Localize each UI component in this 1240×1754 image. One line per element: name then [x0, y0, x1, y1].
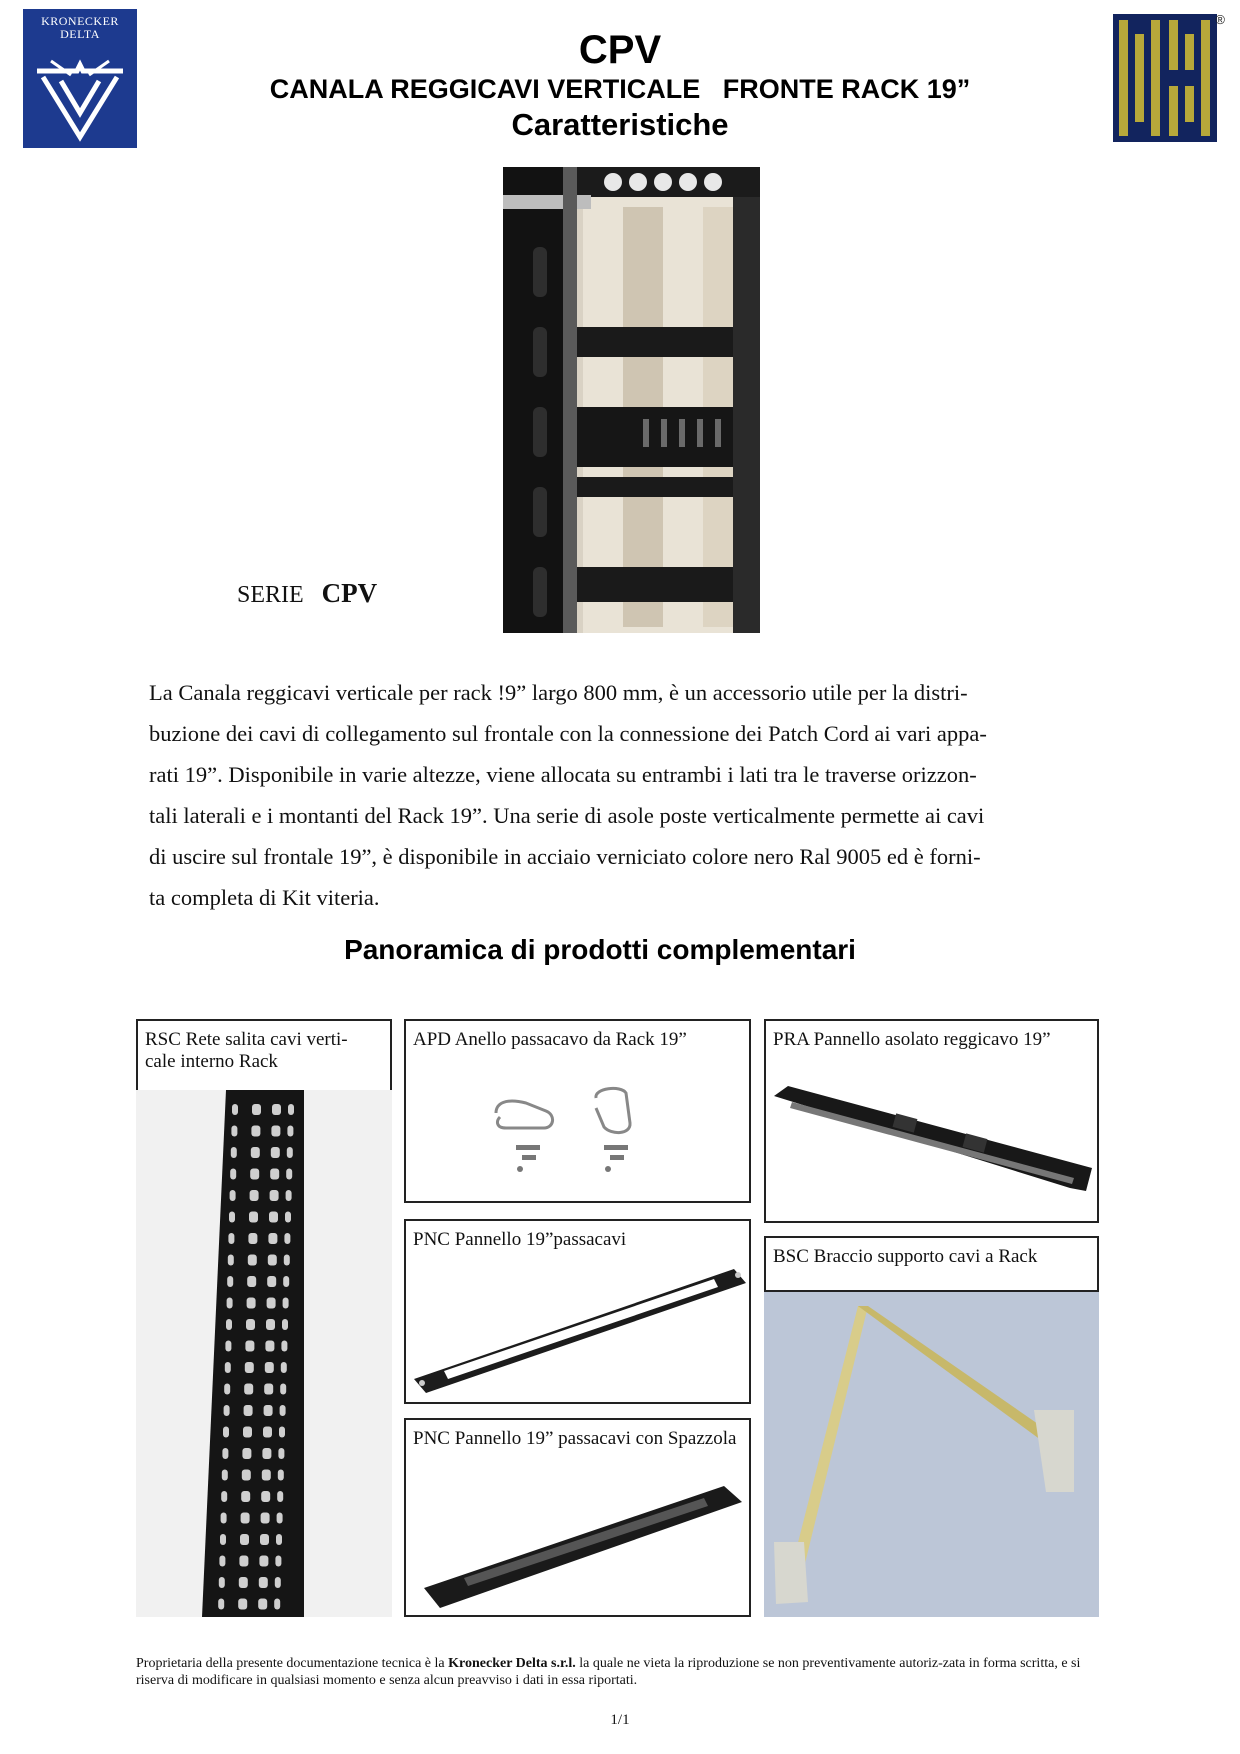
- ladder-slot: [227, 1276, 233, 1287]
- ladder-slot: [287, 1147, 293, 1158]
- footer-text-pre: Proprietaria della presente documentazione tecnica è la: [136, 1656, 449, 1671]
- ladder-slot: [225, 1341, 231, 1352]
- description-line: di uscire sul frontale 19”, è disponibile in acciaio verniciato colore nero Ral 9005 ed è forni-: [149, 844, 981, 869]
- ladder-slot: [245, 1341, 254, 1352]
- product-label-rsc: RSC Rete salita cavi verti-cale interno Rack: [145, 1029, 348, 1072]
- ladder-slot: [220, 1534, 226, 1545]
- product-card-pnc-2: [404, 1418, 751, 1617]
- ladder-slot: [260, 1534, 269, 1545]
- ladder-slot: [248, 1233, 257, 1244]
- ladder-slot: [284, 1233, 290, 1244]
- ladder-slot: [251, 1126, 260, 1137]
- ladder-slot: [283, 1298, 289, 1309]
- ladder-slot: [242, 1470, 251, 1481]
- section-title: Caratteristiche: [511, 107, 729, 142]
- ladder-slot: [285, 1212, 291, 1223]
- description-line: tali laterali e i montanti del Rack 19”. Una serie di asole poste verticalmente permette ai cavi: [149, 803, 985, 828]
- ladder-slot: [259, 1556, 268, 1567]
- ladder-slot: [267, 1276, 276, 1287]
- ladder-slot: [239, 1577, 248, 1588]
- ladder-slot: [286, 1169, 292, 1180]
- ladder-slot: [280, 1405, 286, 1416]
- ladder-slot: [226, 1319, 232, 1330]
- ladder-slot: [228, 1233, 234, 1244]
- product-label-pnc-2: PNC Pannello 19” passacavi con Spazzola: [413, 1428, 737, 1449]
- ladder-slot: [238, 1599, 247, 1610]
- ladder-slot: [283, 1276, 289, 1287]
- serie-label: SERIE: [237, 582, 304, 608]
- product-label-pra: PRA Pannello asolato reggicavo 19”: [773, 1029, 1051, 1050]
- support-arm-illustration: [764, 1292, 1099, 1617]
- ladder-slot: [218, 1599, 224, 1610]
- ladder-slot: [222, 1470, 228, 1481]
- ladder-slot: [240, 1534, 249, 1545]
- product-label-pnc-1: PNC Pannello 19”passacavi: [413, 1229, 627, 1250]
- ladder-slot: [224, 1405, 230, 1416]
- ladder-slot: [225, 1362, 231, 1373]
- ladder-slot: [261, 1513, 270, 1524]
- cable-ladder-illustration: [136, 1090, 392, 1617]
- registered-mark: ®: [1215, 12, 1225, 27]
- ladder-slot: [241, 1491, 250, 1502]
- ladder-slot: [230, 1169, 236, 1180]
- ladder-slot: [245, 1362, 254, 1373]
- ladder-slot: [286, 1190, 292, 1201]
- ladder-slot: [250, 1169, 259, 1180]
- ladder-slot: [280, 1384, 286, 1395]
- ladder-slot: [272, 1104, 281, 1115]
- ladder-slot: [284, 1255, 290, 1266]
- ladder-slot: [229, 1212, 235, 1223]
- ladder-slot: [259, 1577, 268, 1588]
- description-line: La Canala reggicavi verticale per rack !9” largo 800 mm, è un accessorio utile per la distri-: [149, 680, 968, 705]
- ladder-slot: [228, 1255, 234, 1266]
- ladder-slot: [266, 1319, 275, 1330]
- ladder-slot: [219, 1556, 225, 1567]
- ladder-slot: [247, 1276, 256, 1287]
- ladder-slot: [232, 1104, 238, 1115]
- ladder-slot: [231, 1147, 237, 1158]
- footer-legal-notice: [136, 1655, 1096, 1689]
- logo-text-1: KRONECKER: [41, 14, 119, 28]
- ladder-slot: [222, 1448, 228, 1459]
- bsc-photo: [764, 1292, 1099, 1617]
- ladder-slot: [246, 1319, 255, 1330]
- ladder-slot: [268, 1233, 277, 1244]
- slotted-panel-illustration: [774, 1086, 1092, 1221]
- ladder-slot: [241, 1513, 250, 1524]
- product-card-pnc-1: [404, 1219, 751, 1404]
- ladder-slot: [248, 1255, 257, 1266]
- ladder-slot: [242, 1448, 251, 1459]
- ladder-slot: [247, 1298, 256, 1309]
- ladder-slot: [219, 1577, 225, 1588]
- ladder-slot: [269, 1212, 278, 1223]
- ladder-slot: [249, 1212, 258, 1223]
- ladder-slot: [271, 1126, 280, 1137]
- ladder-slot: [223, 1427, 229, 1438]
- cable-panel-illustration: [414, 1259, 746, 1399]
- footer-company: Kronecker Delta s.r.l.: [448, 1656, 576, 1671]
- ladder-slot: [221, 1491, 227, 1502]
- serie-code: CPV: [321, 578, 378, 608]
- complementary-products-title: Panoramica di prodotti complementari: [344, 934, 856, 965]
- ladder-slot: [239, 1556, 248, 1567]
- ladder-slot: [267, 1298, 276, 1309]
- ladder-slot: [244, 1405, 253, 1416]
- ladder-slot: [262, 1470, 271, 1481]
- ladder-slot: [288, 1104, 294, 1115]
- ladder-slot: [263, 1427, 272, 1438]
- ladder-slot: [278, 1448, 284, 1459]
- product-card-apd: [404, 1019, 751, 1203]
- ladder-slot: [264, 1384, 273, 1395]
- serie-label-group: [237, 578, 377, 609]
- logo-text-2: DELTA: [60, 27, 100, 41]
- ladder-slot: [244, 1384, 253, 1395]
- page-subtitle: CANALA REGGICAVI VERTICALE FRONTE RACK 19”: [269, 74, 971, 104]
- ladder-slot: [270, 1169, 279, 1180]
- ladder-slot: [268, 1255, 277, 1266]
- ladder-slot: [252, 1104, 261, 1115]
- brush-panel-illustration: [424, 1478, 742, 1613]
- cable-ring-illustration: [486, 1083, 666, 1193]
- ladder-slot: [277, 1491, 283, 1502]
- description-line: ta completa di Kit viteria.: [149, 885, 380, 910]
- ladder-slot: [279, 1427, 285, 1438]
- page-title: CPV: [578, 28, 662, 72]
- ladder-slot: [281, 1341, 287, 1352]
- ladder-slot: [278, 1470, 284, 1481]
- ladder-slot: [231, 1126, 237, 1137]
- ladder-slot: [227, 1298, 233, 1309]
- page-number: 1/1: [610, 1712, 630, 1728]
- description-line: buzione dei cavi di collegamento sul frontale con la connessione dei Patch Cord ai vari appa-: [149, 721, 987, 746]
- ladder-slot: [230, 1190, 236, 1201]
- ladder-slot: [281, 1362, 287, 1373]
- product-card-rsc: [136, 1019, 392, 1092]
- product-card-pra: [764, 1019, 1099, 1223]
- ladder-slot: [250, 1190, 259, 1201]
- ladder-slot: [265, 1341, 274, 1352]
- rack-illustration: [503, 167, 760, 633]
- product-label-apd: APD Anello passacavo da Rack 19”: [413, 1029, 687, 1050]
- ladder-slot: [271, 1147, 280, 1158]
- product-card-bsc: [764, 1236, 1099, 1292]
- ladder-slot: [275, 1556, 281, 1567]
- product-description: [149, 672, 1085, 918]
- ladder-slot: [262, 1448, 271, 1459]
- ladder-slot: [270, 1190, 279, 1201]
- ladder-slot: [277, 1513, 283, 1524]
- ladder-slot: [224, 1384, 230, 1395]
- ladder-slot: [251, 1147, 260, 1158]
- footer-text-post: la quale ne vieta la riproduzione se non preventivamente autoriz-zata in forma scritta, e si riserva di modificare in qualsiasi momento e senza alcun preavviso i dati in essa riportati.: [136, 1656, 1081, 1688]
- ladder-slot: [221, 1513, 227, 1524]
- ladder-slot: [282, 1319, 288, 1330]
- ladder-slot: [261, 1491, 270, 1502]
- product-label-bsc: BSC Braccio supporto cavi a Rack: [773, 1246, 1038, 1267]
- ladder-slot: [274, 1599, 280, 1610]
- description-line: rati 19”. Disponibile in varie altezze, viene allocata su entrambi i lati tra le traverse orizzon-: [149, 762, 977, 787]
- ladder-slot: [265, 1362, 274, 1373]
- ladder-slot: [287, 1126, 293, 1137]
- rsc-photo: [136, 1090, 392, 1617]
- rack-product-photo: [503, 167, 760, 633]
- ladder-slot: [275, 1577, 281, 1588]
- ladder-slot: [258, 1599, 267, 1610]
- ladder-slot: [264, 1405, 273, 1416]
- ladder-slot: [276, 1534, 282, 1545]
- ladder-slot: [243, 1427, 252, 1438]
